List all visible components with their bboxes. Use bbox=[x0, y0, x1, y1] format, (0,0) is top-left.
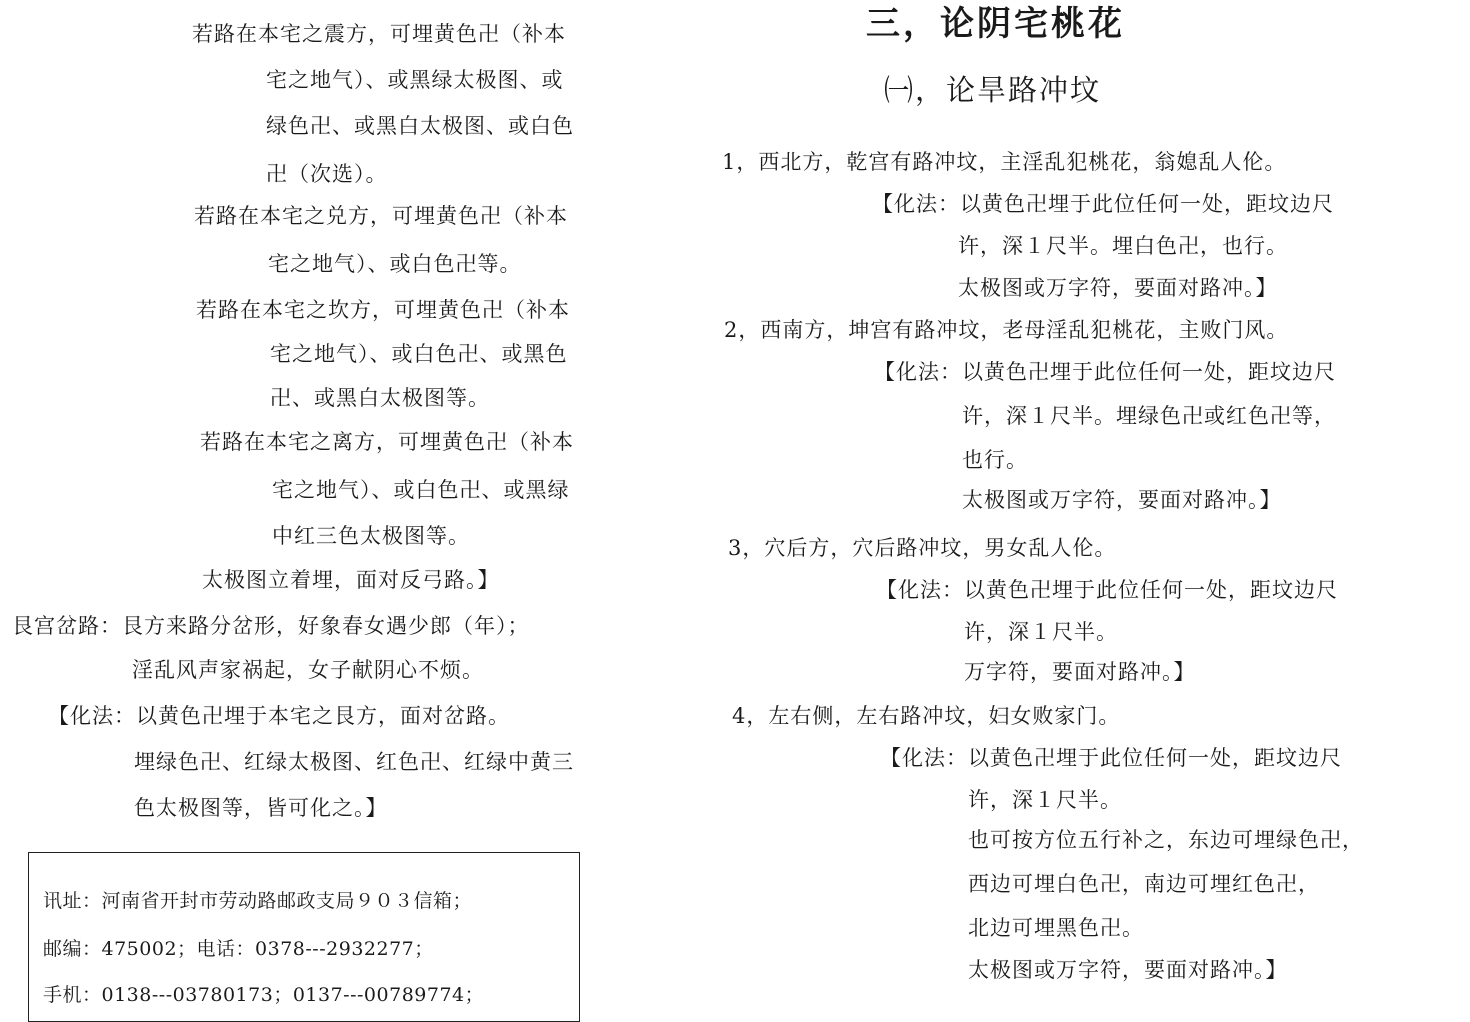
text-line: 艮宫岔路：艮方来路分岔形，好象春女遇少郎（年）； bbox=[12, 614, 530, 638]
text-line: 许，深１尺半。 bbox=[964, 620, 1118, 644]
text-line: 也行。 bbox=[962, 448, 1028, 472]
text-line: 3，穴后方，穴后路冲坟，男女乱人伦。 bbox=[728, 536, 1117, 560]
text-line: 淫乱风声家祸起，女子献阴心不烦。 bbox=[132, 658, 484, 682]
text-line: 若路在本宅之坎方，可埋黄色卍（补本 bbox=[196, 298, 570, 322]
text-line: 【化法：以黄色卍埋于此位任何一处，距坟边尺 bbox=[874, 360, 1336, 384]
text-line: 若路在本宅之离方，可埋黄色卍（补本 bbox=[200, 430, 574, 454]
text-line: 太极图或万字符，要面对路冲。】 bbox=[962, 488, 1282, 512]
text-line: 绿色卍、或黑白太极图、或白色 bbox=[266, 114, 574, 138]
text-line: 卍（次选）。 bbox=[266, 162, 388, 186]
text-line: 宅之地气）、或白色卍、或黑绿 bbox=[272, 478, 570, 502]
contact-postcode-phone: 邮编：475002；电话：0378---2932277； bbox=[43, 938, 434, 960]
text-line: 色太极图等，皆可化之。】 bbox=[134, 796, 388, 820]
contact-address: 讯址：河南省开封市劳动路邮政支局９０３信箱； bbox=[43, 890, 473, 912]
text-line: 【化法：以黄色卍埋于此位任何一处，距坟边尺 bbox=[880, 746, 1342, 770]
section-title: 三，论阴宅桃花 bbox=[866, 4, 1125, 44]
text-line: 宅之地气）、或白色卍、或黑色 bbox=[270, 342, 568, 366]
text-line: 西边可埋白色卍，南边可埋红色卍， bbox=[968, 872, 1320, 896]
text-line: 许，深１尺半。埋白色卍，也行。 bbox=[958, 234, 1288, 258]
text-line: 许，深１尺半。埋绿色卍或红色卍等， bbox=[962, 404, 1336, 428]
text-line: 卍、或黑白太极图等。 bbox=[270, 386, 490, 410]
text-line: 宅之地气）、或白色卍等。 bbox=[268, 252, 522, 276]
text-line: 4，左右侧，左右路冲坟，妇女败家门。 bbox=[732, 704, 1121, 728]
subsection-title: ㈠，论旱路冲坟 bbox=[884, 73, 1102, 107]
text-line: 【化法：以黄色卍埋于此位任何一处，距坟边尺 bbox=[876, 578, 1338, 602]
text-line: 埋绿色卍、红绿太极图、红色卍、红绿中黄三 bbox=[134, 750, 574, 774]
text-line: 太极图或万字符，要面对路冲。】 bbox=[968, 958, 1288, 982]
text-line: 太极图立着埋，面对反弓路。】 bbox=[202, 568, 500, 592]
text-line: 宅之地气）、或黑绿太极图、或 bbox=[266, 68, 564, 92]
contact-box bbox=[28, 852, 580, 1022]
text-line: 【化法：以黄色卍埋于本宅之艮方，面对岔路。 bbox=[48, 704, 510, 728]
text-line: 许，深１尺半。 bbox=[968, 788, 1122, 812]
text-line: 万字符，要面对路冲。】 bbox=[964, 660, 1196, 684]
text-line: 2，西南方，坤宫有路冲坟，老母淫乱犯桃花，主败门风。 bbox=[724, 318, 1289, 342]
contact-mobile: 手机：0138---03780173；0137---00789774； bbox=[43, 984, 485, 1006]
text-line: 中红三色太极图等。 bbox=[272, 524, 470, 548]
text-line: 北边可埋黑色卍。 bbox=[968, 916, 1144, 940]
text-line: 1，西北方，乾宫有路冲坟，主淫乱犯桃花，翁媳乱人伦。 bbox=[722, 150, 1287, 174]
text-line: 若路在本宅之震方，可埋黄色卍（补本 bbox=[192, 22, 566, 46]
text-line: 也可按方位五行补之，东边可埋绿色卍， bbox=[968, 828, 1364, 852]
text-line: 太极图或万字符，要面对路冲。】 bbox=[958, 276, 1278, 300]
text-line: 【化法：以黄色卍埋于此位任何一处，距坟边尺 bbox=[872, 192, 1334, 216]
text-line: 若路在本宅之兑方，可埋黄色卍（补本 bbox=[194, 204, 568, 228]
